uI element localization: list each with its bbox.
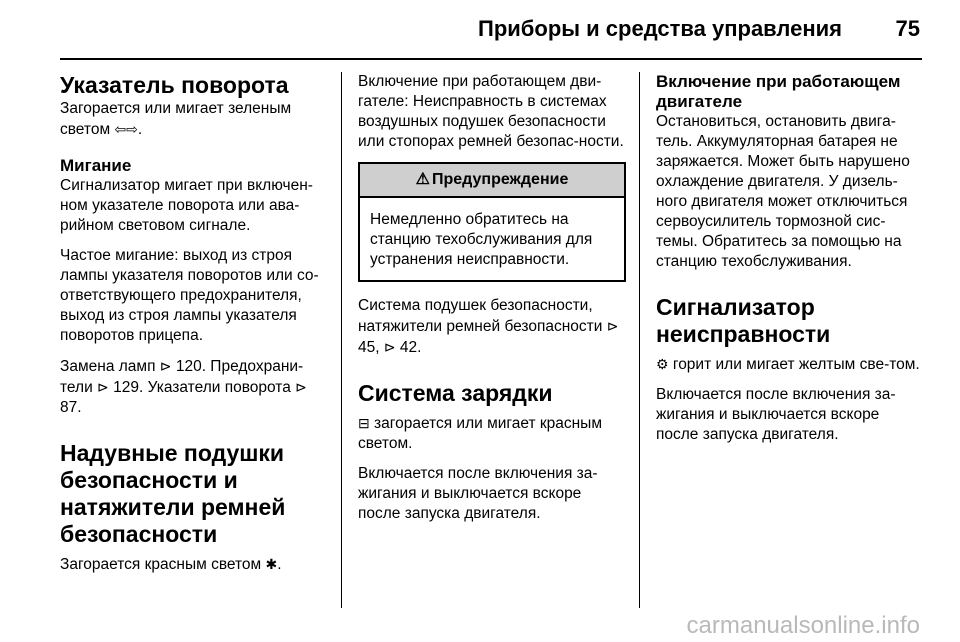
malfunction-text-1-body: горит или мигает желтым све-том. (672, 356, 920, 373)
bulb-text-d: 87. (60, 399, 82, 416)
bulb-text-a: Замена ламп (60, 358, 156, 375)
airbag-text-end: . (277, 556, 282, 573)
section-title-malfunction-indicator: Сигнализатор неисправности (656, 294, 831, 347)
flashing-text-1: Сигнализатор мигает при включен-ном указателе поворота или ава-рийном световом сигнале. (60, 177, 313, 234)
section-title-charging-system: Система зарядки (358, 380, 553, 406)
section-title-engine-running: Включение при работающем двигателе (656, 72, 901, 111)
battery-icon: ⊟ (358, 415, 370, 431)
airbag-text (60, 554, 328, 575)
engine-icon: ⚙ (656, 356, 669, 372)
airbag-system-text: Система подушек безопасности, натяжители ремней безопасности (358, 297, 603, 335)
turn-signal-text-body: Загорается или мигает зеленым светом (60, 100, 292, 138)
flashing-text-2: Частое мигание: выход из строя лампы указателя поворотов или со-ответствующего предохранителя, выход из строя лампы указателя поворотов прицепа. (60, 247, 319, 344)
airbag-ref-page-2: 42. (399, 339, 422, 356)
section-title-turn-signal: Указатель поворота (60, 72, 289, 98)
malfunction-text-2: Включается после включения за-жигания и выключается вскоре после запуска двигателя. (656, 386, 896, 443)
airbag-ref-page-1: 45, (358, 339, 380, 356)
watermark: carmanualsonline.info (686, 612, 920, 639)
column-2 (358, 72, 626, 534)
page-reference-icon: ⊳ (295, 379, 307, 395)
warning-text: Немедленно обратитесь на станцию техобслуживания для устранения неисправности. (370, 211, 593, 268)
bulb-text-b: 120. Предохрани-тели (60, 358, 304, 396)
page-number: 75 (895, 16, 920, 41)
engine-running-text: Остановиться, остановить двига-тель. Аккумуляторная батарея не заряжается. Может быть нарушено охлаждение двигателя. У дизель-ного двигателя может отключиться сервоусилитель тормозной сис-темы. Обратитесь за помощью на станцию техобслуживания. (656, 113, 910, 270)
section-title-airbags: Надувные подушки безопасности и натяжители ремней безопасности (60, 440, 286, 547)
warning-triangle-icon: ⚠ (415, 171, 430, 188)
section-title-flashing: Мигание (60, 156, 132, 175)
airbag-system-reference (358, 296, 626, 358)
airbag-fault-text: Включение при работающем дви-гателе: Неисправность в системах воздушных подушек безопасности или стопорах ремней безопас-ности. (358, 73, 624, 150)
bulb-replacement-text (60, 356, 328, 418)
page-reference-icon: ⊳ (383, 339, 396, 355)
warning-header (360, 164, 624, 198)
column-1 (60, 72, 328, 585)
airbag-icon: ✱ (265, 556, 278, 572)
page-reference-icon: ⊳ (97, 379, 109, 395)
charging-text-1-body: загорается или мигает красным светом. (358, 415, 602, 452)
bulb-text-c: 129. Указатели поворота (113, 379, 291, 396)
column-divider-1 (341, 72, 342, 608)
page-reference-icon: ⊳ (606, 318, 619, 334)
charging-text-1 (358, 413, 626, 454)
page-reference-icon: ⊳ (159, 358, 172, 374)
page-header-title: Приборы и средства управления (478, 16, 842, 41)
header-divider (60, 58, 922, 60)
column-3 (656, 72, 926, 455)
charging-text-2: Включается после включения за-жигания и выключается вскоре после запуска двигателя. (358, 465, 598, 522)
turn-signal-text (60, 99, 328, 140)
warning-title: Предупреждение (432, 171, 569, 188)
warning-box (358, 162, 626, 282)
turn-signal-text-end: . (137, 121, 143, 138)
malfunction-text-1 (656, 354, 926, 375)
column-divider-2 (639, 72, 640, 608)
airbag-text-body: Загорается красным светом (60, 556, 262, 573)
turn-arrows-icon: ⇦⇨ (114, 121, 138, 137)
